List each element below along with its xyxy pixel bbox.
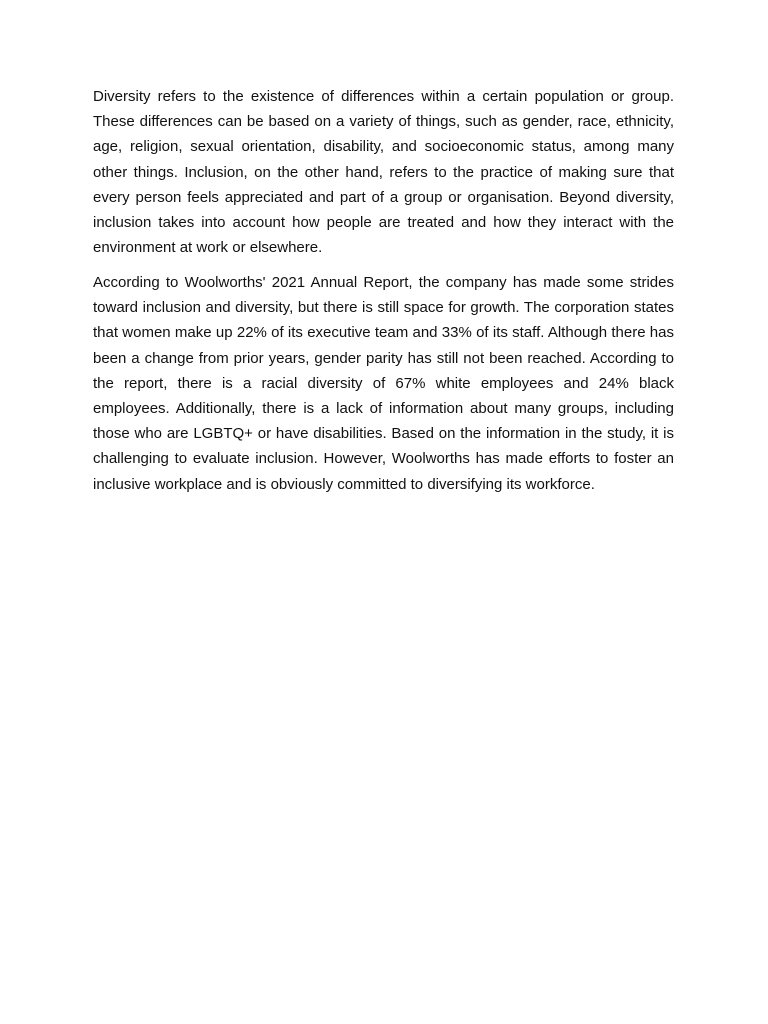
document-body bbox=[93, 84, 674, 497]
paragraph-woolworths-report: According to Woolworths' 2021 Annual Report, the company has made some strides toward inclusion and diversity, but there is still space for growth. The corporation states that women make up 22% of its executive team and 33% of its staff. Although there has been a change from prior years, gender parity has still not been reached. According to the report, there is a racial diversity of 67% white employees and 24% black employees. Additionally, there is a lack of information about many groups, including those who are LGBTQ+ or have disabilities. Based on the information in the study, it is challenging to evaluate inclusion. However, Woolworths has made efforts to foster an inclusive workplace and is obviously committed to diversifying its workforce. bbox=[93, 273, 674, 493]
paragraph-diversity-definition: Diversity refers to the existence of differences within a certain population or group. These differences can be based on a variety of things, such as gender, race, ethnicity, age, religion, sexual orientation, disability, and socioeconomic status, among many other things. Inclusion, on the other hand, refers to the practice of making sure that every person feels appreciated and part of a group or organisation. Beyond diversity, inclusion takes into account how people are treated and how they interact with the environment at work or elsewhere. bbox=[93, 88, 674, 257]
